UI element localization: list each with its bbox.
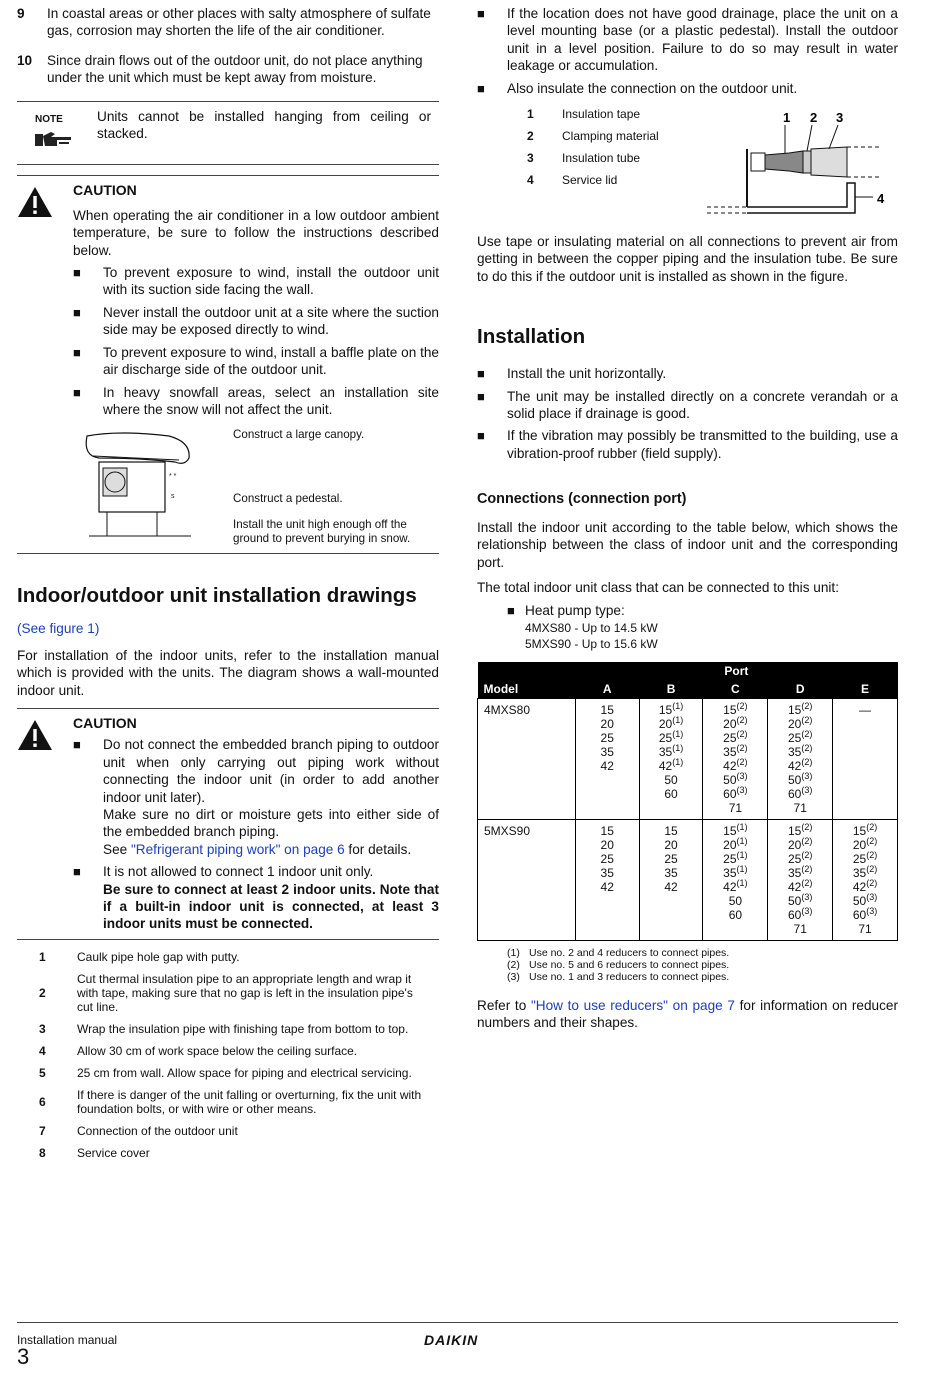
bullet-item: ■ In heavy snowfall areas, select an installation site where the snow will not affect the unit. xyxy=(73,384,439,417)
section-heading: Indoor/outdoor unit installation drawings xyxy=(17,584,417,608)
section-heading: Installation xyxy=(477,325,586,349)
footer-label: Installation manual xyxy=(17,1333,118,1347)
caution-title: CAUTION xyxy=(73,714,137,731)
fig-label: 4 xyxy=(877,191,885,207)
legend-list xyxy=(17,950,439,1160)
bullet-item: ■ Do not connect the embedded branch piping to outdoor unit when only carrying out piping work without connecting the indoor unit (in order to add another indoor unit later). Make sure no dirt or moisture gets into either side of the embedded branch piping. See "Refrigerant piping work" on page 6 for details. xyxy=(73,737,439,857)
port-cell: 15$^{(2)}$ 20$^{(2)}$ 25$^{(2)}$ 35$^{(2)}$ 42$^{(2)}$ 50$^{(3)}$ 60$^{(3)}$ 71 xyxy=(703,698,768,819)
caution-title: CAUTION xyxy=(73,182,137,199)
model-cell: 5MXS90 xyxy=(478,819,576,940)
reducers-link[interactable]: "How to use reducers" on page 7 xyxy=(530,997,735,1013)
model-cell: 4MXS80 xyxy=(478,698,576,819)
pointing-hand-icon xyxy=(35,128,75,150)
subsection-heading: Connections (connection port) xyxy=(477,491,687,508)
caution-box xyxy=(17,708,439,933)
pipe-insulation-illustration xyxy=(707,107,887,217)
legend-item: 7 Connection of the outdoor unit xyxy=(39,1123,238,1138)
bullet-item: ■ The unit may be installed directly on a concrete verandah or a solid place if drainage is good. xyxy=(477,388,898,422)
bullet-item: ■ To prevent exposure to wind, install a baffle plate on the air discharge side of the outdoor unit. xyxy=(73,344,439,378)
bullet-item: ■ If the vibration may possibly be transmitted to the building, use a vibration-proof rubber (field supply). xyxy=(477,428,898,461)
caution-intro: When operating the air conditioner in a low outdoor ambient temperature, be sure to follow the instructions described below. xyxy=(73,207,439,258)
table-header: Model xyxy=(478,680,576,699)
port-cell: 15$^{(2)}$ 20$^{(2)}$ 25$^{(2)}$ 35$^{(2)}$ 42$^{(2)}$ 50$^{(3)}$ 60$^{(3)}$ 71 xyxy=(768,819,833,940)
item-number: 10 xyxy=(17,52,33,68)
legend-item: 8 Service cover xyxy=(39,1145,150,1160)
legend-item: 1 Caulk pipe hole gap with putty. xyxy=(39,949,240,964)
bullet-item: ■ To prevent exposure to wind, install the outdoor unit with its suction side facing the wall. xyxy=(73,265,439,298)
warning-icon xyxy=(17,715,73,933)
list-item xyxy=(17,5,439,40)
page-number: 3 xyxy=(17,1344,30,1369)
item-text: In coastal areas or other places with salty atmosphere of sulfate gas, corrosion may shorten the life of the air conditioner. xyxy=(47,6,431,39)
fig-label: 1 xyxy=(783,110,791,126)
port-table xyxy=(477,662,898,941)
caution-box xyxy=(17,175,439,418)
part-item: 1 Insulation tape xyxy=(527,107,641,122)
list-item xyxy=(17,52,439,87)
table-note: (1) Use no. 2 and 4 reducers to connect pipes. xyxy=(507,946,730,959)
table-notes xyxy=(477,947,898,983)
figure-link[interactable]: (See figure 1) xyxy=(17,621,100,637)
part-item: 2 Clamping material xyxy=(527,129,659,144)
insulation-figure xyxy=(477,107,898,217)
port-cell: 15 20 25 35 42 xyxy=(575,698,639,819)
fig-label: 2 xyxy=(810,110,818,126)
note-label xyxy=(17,108,97,155)
legend-item: 2 Cut thermal insulation pipe to an appropriate length and wrap it with tape, making sure that no gap is left in the insulation pipe's cut line. xyxy=(39,971,413,1014)
table-header: E xyxy=(833,680,898,699)
port-cell: — xyxy=(833,698,898,819)
table-header: B xyxy=(639,680,703,699)
table-header: C xyxy=(703,680,768,699)
bullet-item: ■ Also insulate the connection on the outdoor unit. xyxy=(477,80,798,96)
table-header: D xyxy=(768,680,833,699)
table-note: (2) Use no. 5 and 6 reducers to connect pipes. xyxy=(507,958,730,971)
snow-canopy-illustration xyxy=(79,428,209,544)
port-cell: 15 20 25 35 42 xyxy=(639,819,703,940)
port-cell: 15$^{(2)}$ 20$^{(2)}$ 25$^{(2)}$ 35$^{(2)}$ 42$^{(2)}$ 50$^{(3)}$ 60$^{(3)}$ 71 xyxy=(833,819,898,940)
snow-height-label: Install the unit high enough off the ground to prevent burying in snow. xyxy=(233,518,411,546)
port-cell: 15$^{(1)}$ 20$^{(1)}$ 25$^{(1)}$ 35$^{(1)}$ 42$^{(1)}$ 50 60 xyxy=(639,698,703,819)
legend-item: 4 Allow 30 cm of work space below the ceiling surface. xyxy=(39,1043,358,1058)
note-box xyxy=(17,101,439,166)
legend-item: 3 Wrap the insulation pipe with finishing tape from bottom to top. xyxy=(39,1021,409,1036)
connection-text: The total indoor unit class that can be connected to this unit: xyxy=(477,579,839,595)
section-text: For installation of the indoor units, refer to the installation manual which is provided with the units. The diagram shows a wall-mounted indoor unit. xyxy=(17,647,439,698)
port-cell: 15 20 25 35 42 xyxy=(575,819,639,940)
warning-icon xyxy=(17,182,73,418)
item-text: Since drain flows out of the outdoor unit, do not place anything under the unit which must be kept away from moisture. xyxy=(47,52,423,86)
item-number: 9 xyxy=(17,6,25,21)
bullet-item: ■ If the location does not have good drainage, place the unit on a level mounting base (or a plastic pedestal). Install the outdoor unit in a level position. Failure to do so may result in water leakage or accumulation. xyxy=(477,6,898,74)
right-column xyxy=(477,5,898,1032)
svg-text:s: s xyxy=(171,493,175,501)
port-cell: 15$^{(1)}$ 20$^{(1)}$ 25$^{(1)}$ 35$^{(1)}$ 42$^{(1)}$ 50 60 xyxy=(703,819,768,940)
svg-text:* *: * * xyxy=(169,473,177,481)
snow-figure xyxy=(17,428,439,546)
legend-item: 6 If there is danger of the unit falling or overturning, fix the unit with foundation bolts, or with wire or other means. xyxy=(39,1087,422,1116)
connection-text: Install the indoor unit according to the table below, which shows the relationship between the class of indoor unit and the corresponding port. xyxy=(477,519,898,570)
bullet-item: ■ Install the unit horizontally. xyxy=(477,366,667,382)
table-header: A xyxy=(575,680,639,699)
bullet-item: ■ Heat pump type: 4MXS80 - Up to 14.5 kW 5MXS90 - Up to 15.6 kW xyxy=(507,603,658,651)
bullet-item: ■ Never install the outdoor unit at a site where the suction side may be exposed directly to wind. xyxy=(73,304,439,338)
brand-logo: DAIKIN xyxy=(424,1332,479,1348)
part-item: 3 Insulation tube xyxy=(527,151,641,166)
note-text: Units cannot be installed hanging from ceiling or stacked. xyxy=(97,108,431,142)
table-row xyxy=(478,698,898,819)
port-cell: 15$^{(2)}$ 20$^{(2)}$ 25$^{(2)}$ 35$^{(2)}$ 42$^{(2)}$ 50$^{(3)}$ 60$^{(3)}$ 71 xyxy=(768,698,833,819)
snow-pedestal-label: Construct a pedestal. xyxy=(233,492,343,506)
table-row xyxy=(478,819,898,940)
left-column xyxy=(17,5,439,1168)
table-header: Port xyxy=(575,662,897,680)
footer-divider xyxy=(17,1322,898,1323)
legend-item: 5 25 cm from wall. Allow space for piping and electrical servicing. xyxy=(39,1065,412,1080)
refer-text: Refer to "How to use reducers" on page 7 for information on reducer numbers and their shapes. xyxy=(477,997,898,1031)
note-tag: NOTE xyxy=(35,113,63,125)
table-note: (3) Use no. 1 and 3 reducers to connect pipes. xyxy=(507,970,730,983)
piping-work-link[interactable]: "Refrigerant piping work" on page 6 xyxy=(130,841,345,857)
part-item: 4 Service lid xyxy=(527,173,618,188)
snow-canopy-label: Construct a large canopy. xyxy=(233,428,365,442)
fig-label: 3 xyxy=(836,110,844,126)
bullet-item: ■ It is not allowed to connect 1 indoor unit only. Be sure to connect at least 2 indoor units. Note that if a built-in indoor unit is connected, at least 3 indoor units must be connected. xyxy=(73,864,439,932)
tape-text: Use tape or insulating material on all connections to prevent air from getting in between the copper piping and the insulation tube. Be sure to do this if the outdoor unit is installed as shown in the figure. xyxy=(477,234,898,284)
